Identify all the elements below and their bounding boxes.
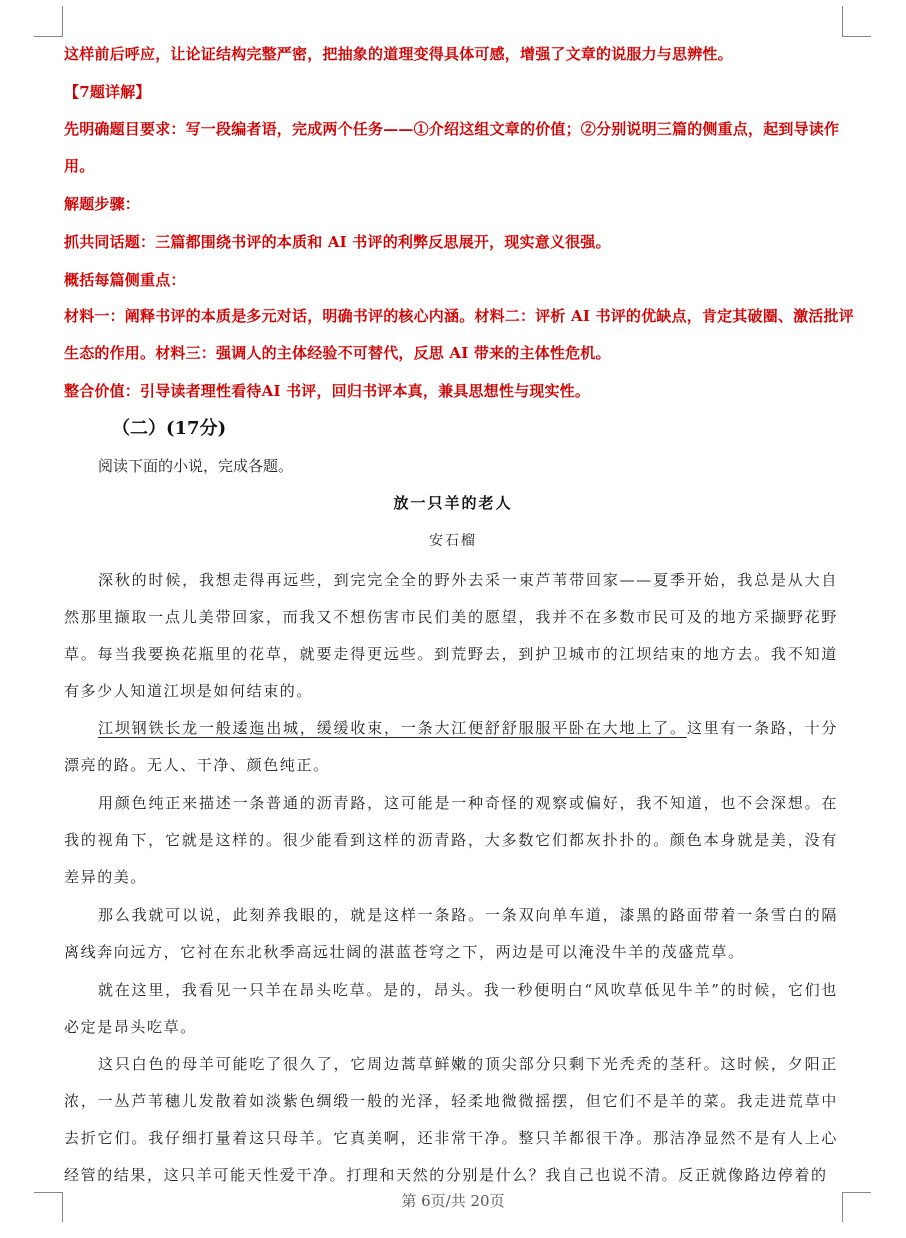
story-paragraph-3: 用颜色纯正来描述一条普通的沥青路，这可能是一种奇怪的观察或偏好，我不知道，也不会深想。在我的视角下，它就是这样的。很少能看到这样的沥青路，大多数它们都灰扑扑的。颜色本身就是美，没有差异的美。 (64, 794, 838, 886)
story-paragraph-4: 那么我就可以说，此刻养我眼的，就是这样一条路。一条双向单车道，漆黑的路面带着一条雪白的隔离线奔向远方，它衬在东北秋季高远壮阔的湛蓝苍穹之下，两边是可以淹没牛羊的茂盛荒草。 (64, 906, 838, 961)
story-paragraph-2 (64, 710, 838, 784)
crop-mark-top-right-h (842, 36, 871, 37)
answer-conclusion-line: 这样前后呼应，让论证结构完整严密，把抽象的道理变得具体可感，增强了文章的说服力与思辨性。 (64, 45, 733, 63)
common-topic: 抓共同话题：三篇都围绕书评的本质和 AI 书评的利弊反思展开，现实意义很强。 (64, 233, 611, 251)
materials-summary: 材料一：阐释书评的本质是多元对话，明确书评的核心内涵。材料二：评析 AI 书评的优缺点，肯定其破圈、激活批评生态的作用。材料三：强调人的主体经验不可替代，反思 AI 带来的主体性危机。 (64, 307, 854, 362)
section-intro: 阅读下面的小说，完成各题。 (98, 457, 294, 475)
story-author: 安石榴 (429, 533, 477, 549)
underlined-sentence: 江坝钢铁长龙一般逶迤出城，缓缓收束，一条大江便舒舒服服平卧在大地上了。 (98, 719, 687, 737)
task-description: 先明确题目要求：写一段编者语，完成两个任务——①介绍这组文章的价值；②分别说明三篇的侧重点，起到导读作用。 (64, 120, 840, 175)
summary-label: 概括每篇侧重点： (64, 271, 186, 289)
story-title: 放一只羊的老人 (393, 494, 513, 512)
story-paragraph-6: 这只白色的母羊可能吃了很久了，它周边蒿草鲜嫩的顶尖部分只剩下光秃秃的茎秆。这时候，夕阳正浓，一丛芦苇穗儿发散着如淡紫色绸缎一般的光泽，轻柔地微微摇摆，但它们不是羊的菜。我走进荒草中去折它们。我仔细打量着这只母羊。它真美啊，还非常干净。整只羊都很干净。那洁净显然不是有人上心经管的结果，这只羊可能天性爱干净。打理和天然的分别是什么？我自己也说不清。反正就像路边停着的 (64, 1055, 838, 1184)
page-footer: 第 6页/共 20页 (401, 1192, 505, 1210)
story-paragraph-1: 深秋的时候，我想走得再远些，到完完全全的野外去采一束芦苇带回家——夏季开始，我总是从大自然那里撷取一点儿美带回家，而我又不想伤害市民们美的愿望，我并不在多数市民可及的地方采撷野花野草。每当我要换花瓶里的花草，就要走得更远些。到荒野去，到护卫城市的江坝结束的地方去。我不知道有多少人知道江坝是如何结束的。 (64, 571, 838, 700)
integrated-value: 整合价值：引导读者理性看待AI 书评，回归书评本真，兼具思想性与现实性。 (64, 382, 591, 400)
steps-label: 解题步骤： (64, 195, 141, 213)
crop-mark-top-right-v (842, 6, 843, 36)
section-heading: （二）(17分) (112, 418, 227, 439)
paragraph-2-rest: 这里有一条路，十分漂亮的路。无人、干净、颜色纯正。 (64, 719, 838, 774)
crop-mark-top-left-h (34, 36, 63, 37)
story-paragraph-5: 就在这里，我看见一只羊在昂头吃草。是的，昂头。我一秒便明白“风吹草低见牛羊”的时候，它们也必定是昂头吃草。 (64, 981, 838, 1036)
crop-mark-top-left-v (62, 6, 63, 36)
detail-label: 【7题详解】 (64, 83, 151, 101)
